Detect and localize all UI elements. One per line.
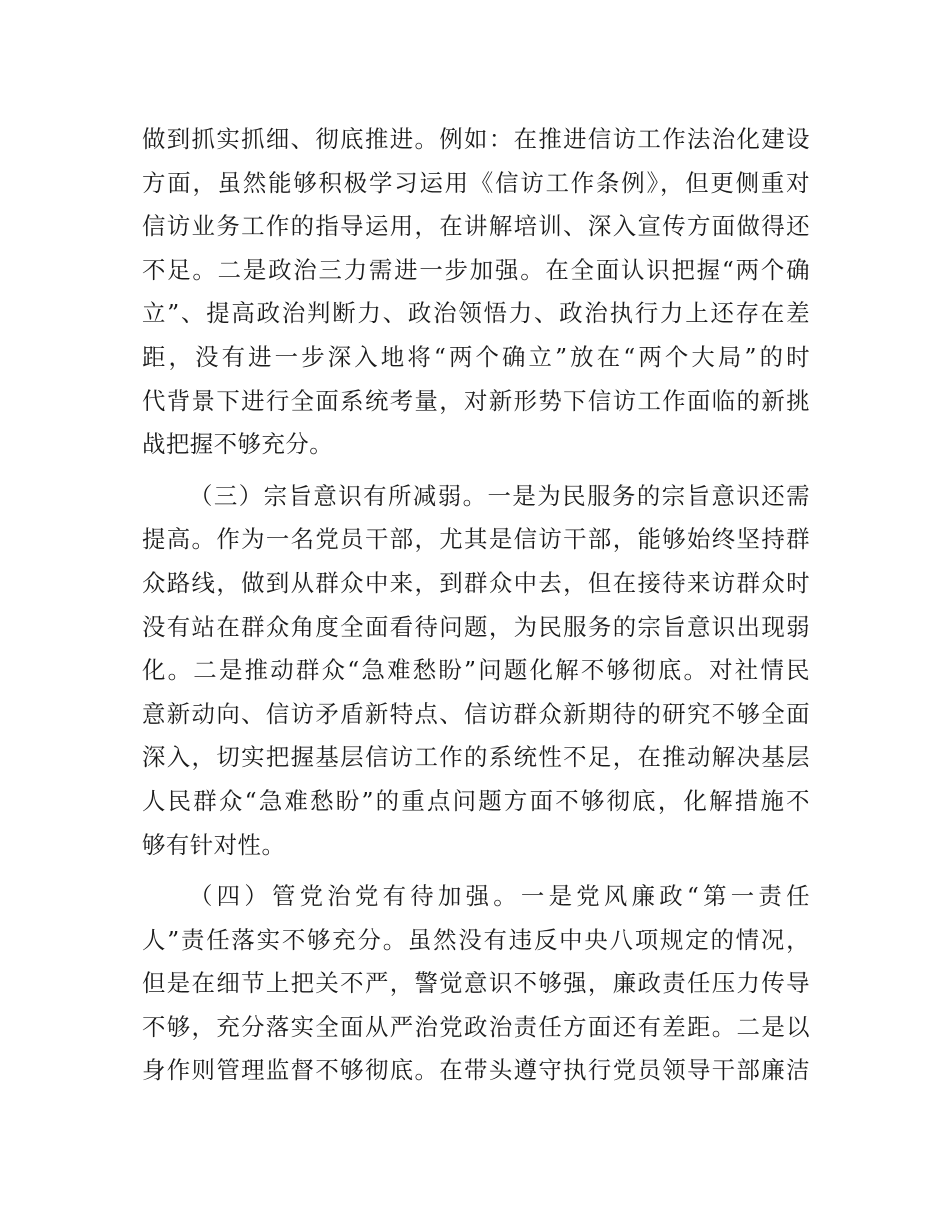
text-line: 但是在细节上把关不严，警觉意识不够强，廉政责任压力传导 — [142, 969, 810, 998]
text-line: 深入，切实把握基层信访工作的系统性不足，在推动解决基层 — [142, 743, 810, 772]
text-line: （三）宗旨意识有所减弱。一是为民服务的宗旨意识还需 — [189, 481, 810, 510]
text-line: 战把握不够充分。 — [142, 430, 334, 459]
paragraph-spacer — [142, 867, 810, 875]
text-line: 信访业务工作的指导运用，在讲解培训、深入宣传方面做得还 — [142, 212, 810, 241]
text-line: 意新动向、信访矛盾新特点、信访群众新期待的研究不够全面 — [142, 699, 810, 728]
text-line: 代背景下进行全面系统考量，对新形势下信访工作面临的新挑 — [142, 386, 810, 415]
text-line: 不足。二是政治三力需进一步加强。在全面认识把握“两个确 — [142, 255, 810, 284]
text-line: 没有站在群众角度全面看待问题，为民服务的宗旨意识出现弱 — [142, 612, 810, 641]
paragraph-3 — [142, 875, 810, 1093]
text-line: 距，没有进一步深入地将“两个确立”放在“两个大局”的时 — [142, 342, 810, 371]
text-line: 身作则管理监督不够彻底。在带头遵守执行党员领导干部廉洁 — [142, 1056, 810, 1085]
text-line: 化。二是推动群众“急难愁盼”问题化解不够彻底。对社情民 — [142, 656, 810, 685]
text-line: 立”、提高政治判断力、政治领悟力、政治执行力上还存在差 — [142, 299, 810, 328]
text-line: 够有针对性。 — [142, 830, 286, 859]
paragraph-1 — [142, 118, 810, 467]
text-line: 做到抓实抓细、彻底推进。例如：在推进信访工作法治化建设 — [142, 125, 810, 153]
paragraph-spacer — [142, 467, 810, 475]
document-body — [142, 118, 810, 1093]
text-line: 方面，虽然能够积极学习运用《信访工作条例》，但更侧重对 — [142, 168, 810, 197]
text-line: 提高。作为一名党员干部，尤其是信访干部，能够始终坚持群 — [142, 525, 810, 554]
text-line: 不够，充分落实全面从严治党政治责任方面还有差距。二是以 — [142, 1012, 810, 1041]
text-line: 人”责任落实不够充分。虽然没有违反中央八项规定的情况， — [142, 925, 810, 954]
text-line: （四）管党治党有待加强。一是党风廉政“第一责任 — [189, 882, 810, 911]
text-line: 人民群众“急难愁盼”的重点问题方面不够彻底，化解措施不 — [142, 786, 810, 815]
paragraph-2 — [142, 475, 810, 867]
text-line: 众路线，做到从群众中来，到群众中去，但在接待来访群众时 — [142, 568, 810, 597]
